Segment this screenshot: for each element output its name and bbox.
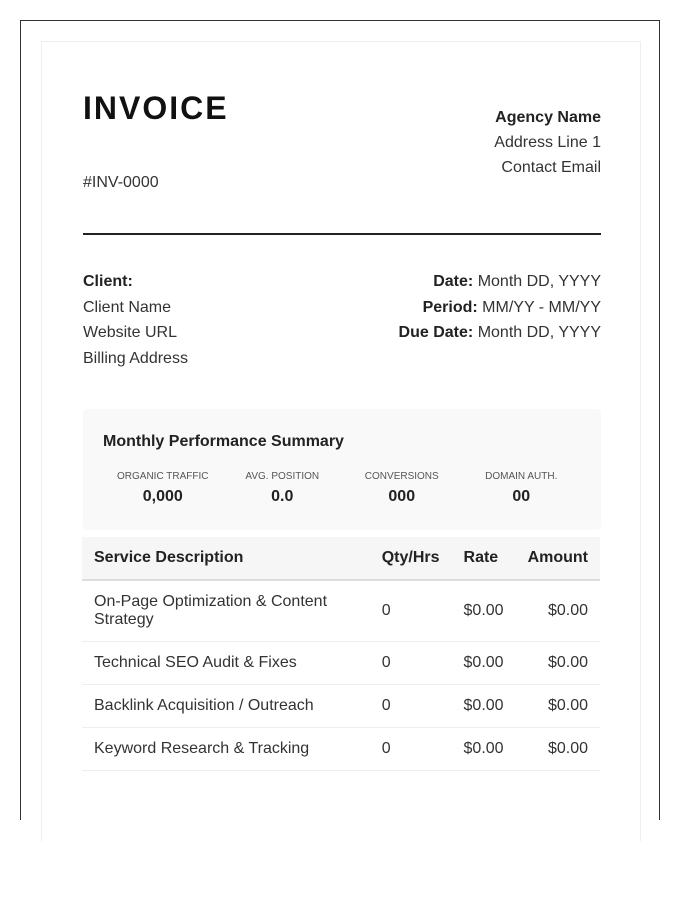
column-header-description: Service Description (82, 537, 370, 580)
date-label: Date: (433, 273, 474, 290)
client-website: Website URL (83, 324, 177, 341)
column-header-amount: Amount (516, 537, 600, 580)
agency-email: Contact Email (501, 159, 601, 176)
metric-value: 0.0 (271, 488, 294, 505)
due-date-line (399, 320, 601, 346)
invoice-title: INVOICE (83, 90, 229, 126)
service-rate: $0.00 (452, 728, 516, 771)
invoice-dates (399, 269, 601, 346)
metric-avg-position (223, 471, 343, 506)
table-header (82, 537, 600, 580)
period-line (399, 295, 601, 321)
service-qty: 0 (370, 642, 452, 685)
metric-value: 00 (512, 488, 531, 505)
column-header-qty: Qty/Hrs (370, 537, 452, 580)
metric-label: CONVERSIONS (364, 471, 439, 482)
agency-info (494, 105, 601, 180)
service-qty: 0 (370, 728, 452, 771)
due-date-label: Due Date: (398, 324, 474, 341)
service-amount: $0.00 (516, 642, 600, 685)
service-amount: $0.00 (516, 580, 600, 642)
table-row (82, 580, 600, 642)
client-billing-address: Billing Address (83, 349, 188, 367)
metric-value: 0,000 (142, 488, 183, 505)
service-qty: 0 (370, 580, 452, 642)
service-description: Technical SEO Audit & Fixes (82, 642, 370, 685)
table-row (82, 728, 600, 771)
service-description: On-Page Optimization & Content Strategy (82, 580, 370, 642)
table-row (82, 642, 600, 685)
period-value: MM/YY - MM/YY (482, 298, 601, 316)
metric-conversions (342, 471, 462, 506)
service-amount: $0.00 (516, 728, 600, 771)
agency-name: Agency Name (495, 109, 601, 126)
client-name: Client Name (83, 298, 172, 316)
date-line (399, 269, 601, 295)
service-description: Backlink Acquisition / Outreach (82, 685, 370, 728)
agency-address: Address Line 1 (494, 134, 601, 151)
services-table (82, 537, 600, 771)
performance-summary (83, 409, 601, 530)
due-date-value: Month DD, YYYY (477, 324, 601, 341)
invoice-number: #INV-0000 (83, 174, 159, 191)
invoice-header (83, 42, 601, 235)
table-body (82, 580, 600, 771)
column-header-rate: Rate (452, 537, 516, 580)
service-description: Keyword Research & Tracking (82, 728, 370, 771)
table-row (82, 685, 600, 728)
invoice-meta (83, 235, 601, 409)
metric-label: DOMAIN AUTH. (485, 471, 558, 482)
service-rate: $0.00 (452, 580, 516, 642)
metric-organic-traffic (103, 471, 223, 506)
client-label: Client: (83, 273, 133, 290)
metric-domain-authority (462, 471, 582, 506)
date-value: Month DD, YYYY (477, 273, 601, 290)
table-header-row (82, 537, 600, 580)
service-amount: $0.00 (516, 685, 600, 728)
period-label: Period: (422, 298, 478, 316)
invoice-content (83, 42, 601, 530)
metric-label: ORGANIC TRAFFIC (117, 471, 209, 482)
service-rate: $0.00 (452, 642, 516, 685)
summary-title: Monthly Performance Summary (103, 433, 344, 450)
metric-label: AVG. POSITION (245, 471, 320, 482)
summary-metrics (103, 471, 581, 506)
metric-value: 000 (388, 488, 416, 505)
client-info (83, 269, 188, 371)
service-qty: 0 (370, 685, 452, 728)
service-rate: $0.00 (452, 685, 516, 728)
